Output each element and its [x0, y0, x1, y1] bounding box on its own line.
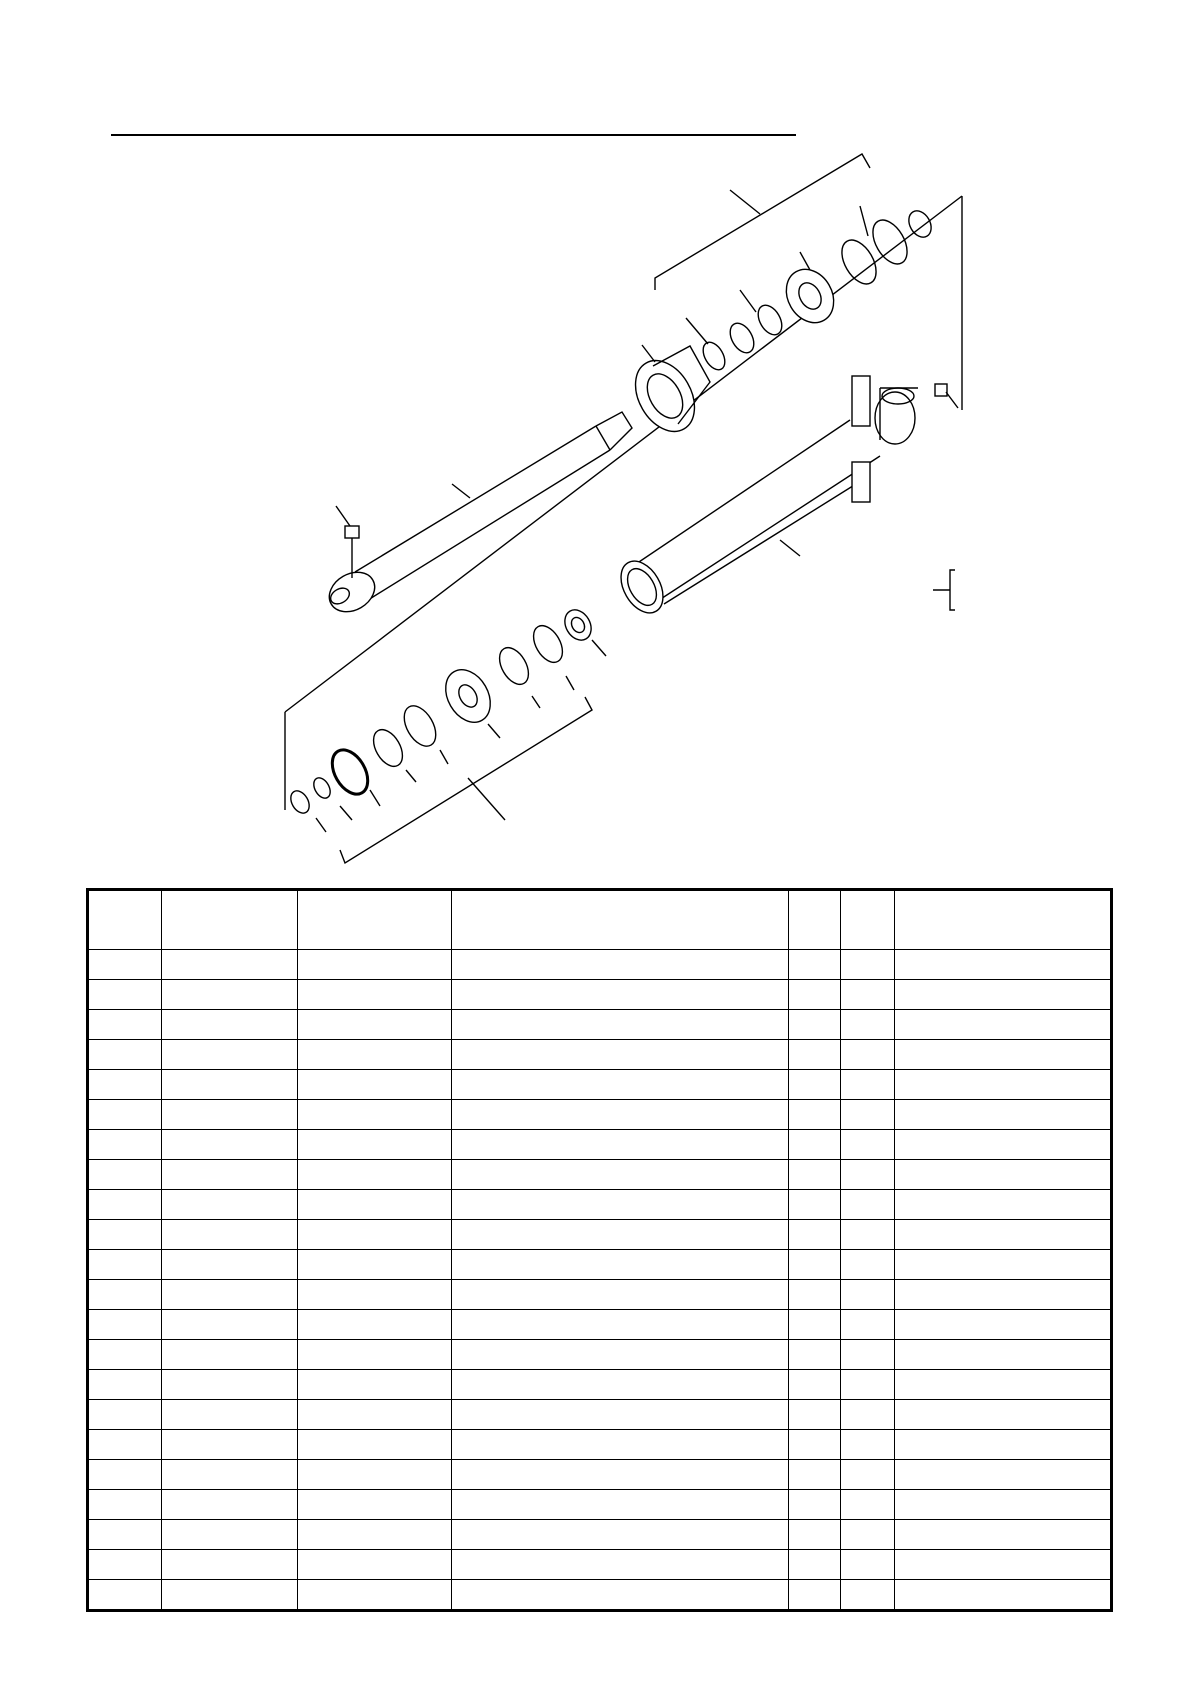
piston-nut	[560, 605, 606, 656]
cell-qty	[789, 1010, 841, 1040]
table-row	[88, 1310, 1112, 1340]
cell-no	[88, 1190, 162, 1220]
table-row	[88, 1190, 1112, 1220]
title-underline	[111, 134, 796, 136]
gland-nut	[623, 345, 710, 442]
table-row	[88, 1490, 1112, 1520]
cell-remarks	[895, 1460, 1112, 1490]
col-header-no	[88, 890, 162, 950]
cell-remarks	[895, 1160, 1112, 1190]
table-row	[88, 1100, 1112, 1130]
cell-unit	[841, 1070, 895, 1100]
cell-qty	[789, 1550, 841, 1580]
cell-remarks	[895, 1280, 1112, 1310]
cell-no	[88, 1580, 162, 1611]
cell-part-no	[162, 1400, 298, 1430]
cell-part-no	[162, 950, 298, 980]
cell-qty	[789, 1130, 841, 1160]
cell-no	[88, 1220, 162, 1250]
cell-no	[88, 1100, 162, 1130]
cell-spec	[298, 1220, 452, 1250]
cell-unit	[841, 1550, 895, 1580]
cell-qty	[789, 1340, 841, 1370]
cell-description	[452, 1130, 789, 1160]
cylinder-bracket-callout	[933, 570, 955, 610]
col-header-spec	[298, 890, 452, 950]
cell-description	[452, 1520, 789, 1550]
cell-part-no	[162, 1100, 298, 1130]
cell-description	[452, 1280, 789, 1310]
cell-spec	[298, 980, 452, 1010]
table-header-row	[88, 890, 1112, 950]
cell-part-no	[162, 1580, 298, 1611]
table-row	[88, 1460, 1112, 1490]
cell-description	[452, 1250, 789, 1280]
cell-remarks	[895, 1130, 1112, 1160]
cell-unit	[841, 1160, 895, 1190]
cell-remarks	[895, 1100, 1112, 1130]
table-row	[88, 1010, 1112, 1040]
piston-rod	[322, 412, 632, 620]
cell-unit	[841, 1340, 895, 1370]
cell-remarks	[895, 1490, 1112, 1520]
cell-description	[452, 1160, 789, 1190]
cell-no	[88, 1310, 162, 1340]
cell-remarks	[895, 1190, 1112, 1220]
parts-list-table	[86, 888, 1113, 1612]
cell-qty	[789, 1400, 841, 1430]
cell-qty	[789, 1100, 841, 1130]
assembly-outline	[285, 196, 962, 810]
cell-spec	[298, 1130, 452, 1160]
cell-unit	[841, 950, 895, 980]
cell-no	[88, 1550, 162, 1580]
exploded-cylinder-diagram	[0, 140, 1190, 880]
cell-no	[88, 1520, 162, 1550]
cell-no	[88, 1400, 162, 1430]
col-header-description	[452, 890, 789, 950]
table-row	[88, 1520, 1112, 1550]
cell-no	[88, 1370, 162, 1400]
cell-part-no	[162, 1010, 298, 1040]
cell-spec	[298, 1250, 452, 1280]
cell-description	[452, 1220, 789, 1250]
cell-description	[452, 1310, 789, 1340]
bottom-seal-rings	[287, 621, 574, 832]
cell-qty	[789, 1160, 841, 1190]
cell-description	[452, 1490, 789, 1520]
cell-spec	[298, 1400, 452, 1430]
table-row	[88, 980, 1112, 1010]
col-header-part-no	[162, 890, 298, 950]
cell-spec	[298, 1010, 452, 1040]
cell-unit	[841, 1460, 895, 1490]
cell-no	[88, 1160, 162, 1190]
page-title	[111, 100, 796, 130]
cell-no	[88, 1490, 162, 1520]
cell-unit	[841, 1010, 895, 1040]
cell-description	[452, 1190, 789, 1220]
bottom-seal-kit-bracket	[340, 697, 592, 863]
cell-unit	[841, 1220, 895, 1250]
cell-remarks	[895, 1310, 1112, 1340]
cell-no	[88, 1430, 162, 1460]
cell-qty	[789, 1580, 841, 1611]
cell-no	[88, 1460, 162, 1490]
cell-qty	[789, 1190, 841, 1220]
cell-unit	[841, 1430, 895, 1460]
cell-remarks	[895, 1250, 1112, 1280]
top-seal-rings	[686, 206, 936, 373]
cell-description	[452, 980, 789, 1010]
cell-part-no	[162, 1370, 298, 1400]
cell-description	[452, 1550, 789, 1580]
cell-part-no	[162, 1460, 298, 1490]
cell-qty	[789, 1220, 841, 1250]
cell-qty	[789, 1460, 841, 1490]
cell-remarks	[895, 1340, 1112, 1370]
table-row	[88, 1400, 1112, 1430]
cell-spec	[298, 1070, 452, 1100]
cell-unit	[841, 1370, 895, 1400]
cell-spec	[298, 1190, 452, 1220]
table-row	[88, 1070, 1112, 1100]
cell-spec	[298, 1040, 452, 1070]
cell-remarks	[895, 1520, 1112, 1550]
cell-spec	[298, 1280, 452, 1310]
cell-spec	[298, 1100, 452, 1130]
cell-unit	[841, 1490, 895, 1520]
cell-part-no	[162, 1310, 298, 1340]
table-row	[88, 1220, 1112, 1250]
cell-part-no	[162, 1040, 298, 1070]
cell-part-no	[162, 1130, 298, 1160]
cell-no	[88, 1010, 162, 1040]
cell-no	[88, 1280, 162, 1310]
cell-description	[452, 1580, 789, 1611]
table-row	[88, 1430, 1112, 1460]
table-body	[88, 950, 1112, 1611]
table-row	[88, 1280, 1112, 1310]
cell-spec	[298, 950, 452, 980]
table-row	[88, 1340, 1112, 1370]
cell-unit	[841, 1310, 895, 1340]
cell-unit	[841, 1040, 895, 1070]
col-header-qty	[789, 890, 841, 950]
cell-part-no	[162, 1550, 298, 1580]
cell-spec	[298, 1460, 452, 1490]
col-header-remarks	[895, 890, 1112, 950]
table-row	[88, 1250, 1112, 1280]
cell-description	[452, 1100, 789, 1130]
cell-description	[452, 1370, 789, 1400]
cell-qty	[789, 1040, 841, 1070]
cell-unit	[841, 980, 895, 1010]
cell-description	[452, 1460, 789, 1490]
cell-remarks	[895, 1430, 1112, 1460]
cell-unit	[841, 1190, 895, 1220]
cell-part-no	[162, 1490, 298, 1520]
cell-no	[88, 1130, 162, 1160]
cell-qty	[789, 980, 841, 1010]
cell-spec	[298, 1550, 452, 1580]
cell-unit	[841, 1250, 895, 1280]
cell-part-no	[162, 1220, 298, 1250]
cell-remarks	[895, 1550, 1112, 1580]
cell-part-no	[162, 1520, 298, 1550]
cell-no	[88, 1250, 162, 1280]
cell-qty	[789, 950, 841, 980]
cell-remarks	[895, 1580, 1112, 1611]
cell-description	[452, 1010, 789, 1040]
cell-part-no	[162, 1280, 298, 1310]
cell-spec	[298, 1490, 452, 1520]
cell-unit	[841, 1280, 895, 1310]
cell-description	[452, 950, 789, 980]
cell-description	[452, 1430, 789, 1460]
col-header-unit	[841, 890, 895, 950]
cell-unit	[841, 1100, 895, 1130]
barrel-grease-fitting	[935, 384, 958, 408]
top-seal-kit-bracket	[655, 154, 870, 290]
cell-spec	[298, 1520, 452, 1550]
cell-remarks	[895, 1010, 1112, 1040]
cell-qty	[789, 1370, 841, 1400]
cell-part-no	[162, 1430, 298, 1460]
table-row	[88, 1580, 1112, 1611]
cell-remarks	[895, 1040, 1112, 1070]
table-row	[88, 950, 1112, 980]
cell-remarks	[895, 1400, 1112, 1430]
table-row	[88, 1160, 1112, 1190]
cell-qty	[789, 1280, 841, 1310]
cell-description	[452, 1070, 789, 1100]
cell-unit	[841, 1520, 895, 1550]
cell-description	[452, 1400, 789, 1430]
cell-unit	[841, 1130, 895, 1160]
cell-unit	[841, 1400, 895, 1430]
table-row	[88, 1130, 1112, 1160]
cell-spec	[298, 1430, 452, 1460]
table-row	[88, 1550, 1112, 1580]
cell-no	[88, 1340, 162, 1370]
cell-remarks	[895, 1370, 1112, 1400]
cell-part-no	[162, 1190, 298, 1220]
cell-part-no	[162, 1160, 298, 1190]
cell-qty	[789, 1250, 841, 1280]
cell-qty	[789, 1520, 841, 1550]
cell-part-no	[162, 1250, 298, 1280]
cell-part-no	[162, 980, 298, 1010]
cell-description	[452, 1040, 789, 1070]
cell-remarks	[895, 950, 1112, 980]
cell-part-no	[162, 1070, 298, 1100]
cell-spec	[298, 1370, 452, 1400]
cell-no	[88, 980, 162, 1010]
cell-spec	[298, 1340, 452, 1370]
cell-spec	[298, 1160, 452, 1190]
cell-spec	[298, 1310, 452, 1340]
cell-remarks	[895, 980, 1112, 1010]
cell-remarks	[895, 1220, 1112, 1250]
cell-qty	[789, 1310, 841, 1340]
cell-no	[88, 1040, 162, 1070]
cell-no	[88, 950, 162, 980]
cell-spec	[298, 1580, 452, 1611]
cell-part-no	[162, 1340, 298, 1370]
cell-qty	[789, 1430, 841, 1460]
cell-unit	[841, 1580, 895, 1611]
table-row	[88, 1040, 1112, 1070]
cell-description	[452, 1340, 789, 1370]
cell-qty	[789, 1070, 841, 1100]
cell-remarks	[895, 1070, 1112, 1100]
table-row	[88, 1370, 1112, 1400]
cell-qty	[789, 1490, 841, 1520]
cell-no	[88, 1070, 162, 1100]
